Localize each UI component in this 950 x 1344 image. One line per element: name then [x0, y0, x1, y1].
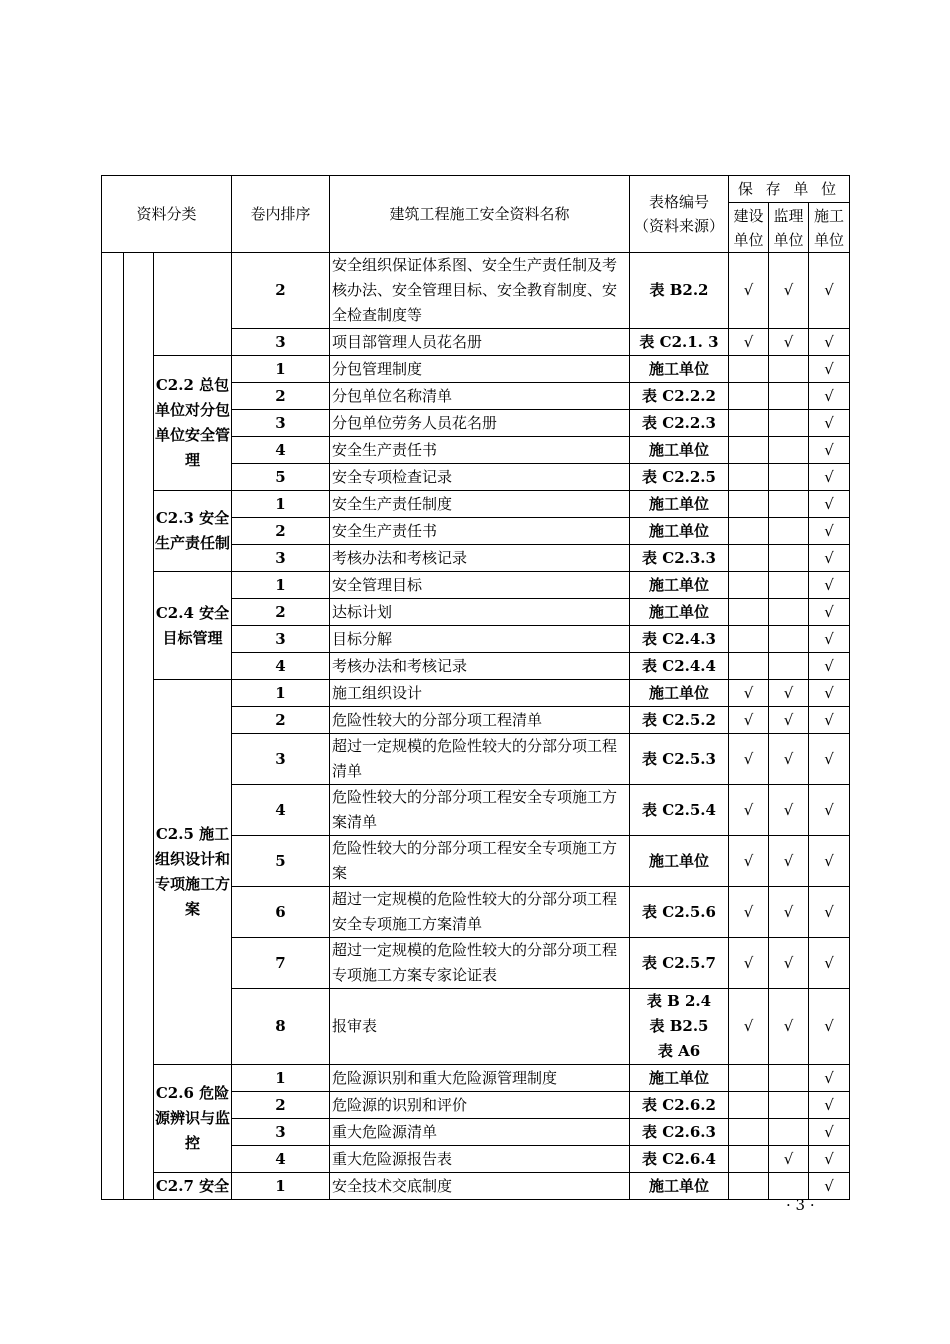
keep-supervisor-cell [769, 545, 809, 572]
keep-supervisor-cell [769, 518, 809, 545]
keep-contractor-cell [809, 437, 850, 464]
order-cell: 3 [232, 410, 330, 437]
document-name-cell: 危险性较大的分部分项工程安全专项施工方案清单 [330, 785, 630, 836]
check-mark: √ [783, 281, 794, 299]
keep-contractor-cell [809, 836, 850, 887]
category-cell: C2.4 安全目标管理 [154, 572, 232, 680]
order-cell: 1 [232, 1173, 330, 1200]
check-mark: √ [743, 281, 754, 299]
check-mark: √ [824, 902, 834, 921]
keep-owner-cell [729, 626, 769, 653]
keep-owner-cell [729, 572, 769, 599]
keep-contractor-cell [809, 887, 850, 938]
header-order: 卷内排序 [232, 176, 330, 253]
keep-owner-cell [729, 545, 769, 572]
form-code-cell: 施工单位 [630, 680, 729, 707]
check-mark: √ [783, 683, 794, 702]
form-code-cell: 表 C2.6.2 [630, 1092, 729, 1119]
check-mark: √ [743, 710, 754, 729]
document-name-cell: 分包管理制度 [330, 356, 630, 383]
order-cell: 4 [232, 1146, 330, 1173]
keep-supervisor-cell [769, 707, 809, 734]
check-mark: √ [824, 440, 834, 459]
keep-supervisor-cell [769, 410, 809, 437]
keep-supervisor-cell [769, 572, 809, 599]
document-name-cell: 达标计划 [330, 599, 630, 626]
document-name-cell: 安全技术交底制度 [330, 1173, 630, 1200]
keep-contractor-cell [809, 383, 850, 410]
order-cell: 1 [232, 680, 330, 707]
keep-owner-cell [729, 437, 769, 464]
check-mark: √ [743, 953, 754, 972]
check-mark: √ [783, 710, 794, 729]
keep-contractor-cell [809, 518, 850, 545]
order-cell: 3 [232, 734, 330, 785]
order-cell: 6 [232, 887, 330, 938]
keep-owner-cell [729, 1065, 769, 1092]
keep-owner-cell [729, 329, 769, 356]
header-keep-supervisor: 监理单位 [769, 203, 809, 253]
check-mark: √ [743, 332, 754, 351]
check-mark: √ [783, 749, 794, 768]
check-mark: √ [824, 953, 834, 972]
order-cell: 1 [232, 491, 330, 518]
check-mark: √ [824, 1176, 834, 1195]
form-code-cell: 施工单位 [630, 518, 729, 545]
keep-contractor-cell [809, 707, 850, 734]
document-name-cell: 超过一定规模的危险性较大的分部分项工程清单 [330, 734, 630, 785]
category-cell: C2.5 施工组织设计和专项施工方案 [154, 680, 232, 1065]
keep-supervisor-cell [769, 887, 809, 938]
keep-supervisor-cell [769, 680, 809, 707]
keep-owner-cell [729, 410, 769, 437]
table-row [102, 572, 850, 599]
table-row [102, 680, 850, 707]
keep-supervisor-cell [769, 938, 809, 989]
header-keep-contractor: 施工单位 [809, 203, 850, 253]
check-mark: √ [783, 902, 794, 921]
order-cell: 2 [232, 383, 330, 410]
check-mark: √ [824, 332, 834, 351]
document-name-cell: 危险源识别和重大危险源管理制度 [330, 1065, 630, 1092]
check-mark: √ [743, 1017, 754, 1035]
keep-contractor-cell [809, 653, 850, 680]
keep-owner-cell [729, 356, 769, 383]
keep-supervisor-cell [769, 653, 809, 680]
category-cell: C2.2 总包单位对分包单位安全管理 [154, 356, 232, 491]
form-code-cell: 施工单位 [630, 1065, 729, 1092]
document-name-cell: 安全生产责任书 [330, 518, 630, 545]
order-cell: 4 [232, 653, 330, 680]
keep-contractor-cell [809, 680, 850, 707]
header-category: 资料分类 [102, 176, 232, 253]
keep-owner-cell [729, 518, 769, 545]
check-mark: √ [824, 602, 834, 621]
order-cell: 2 [232, 599, 330, 626]
section-col-b [124, 253, 154, 1200]
order-cell: 5 [232, 464, 330, 491]
keep-contractor-cell [809, 1146, 850, 1173]
keep-contractor-cell [809, 626, 850, 653]
order-cell: 8 [232, 989, 330, 1065]
keep-owner-cell [729, 1092, 769, 1119]
document-name-cell: 安全组织保证体系图、安全生产责任制及考核办法、安全管理目标、安全教育制度、安全检查制度等 [330, 253, 630, 329]
table-row [102, 253, 850, 329]
keep-contractor-cell [809, 410, 850, 437]
order-cell: 2 [232, 1092, 330, 1119]
keep-supervisor-cell [769, 491, 809, 518]
keep-owner-cell [729, 989, 769, 1065]
check-mark: √ [824, 629, 834, 648]
table-row [102, 1065, 850, 1092]
form-code-cell: 表 C2.2.5 [630, 464, 729, 491]
archive-table [101, 175, 850, 1200]
check-mark: √ [824, 1017, 834, 1035]
form-code-cell: 表 C2.2.2 [630, 383, 729, 410]
order-cell: 2 [232, 253, 330, 329]
order-cell: 2 [232, 518, 330, 545]
form-code-cell: 施工单位 [630, 836, 729, 887]
header-form [630, 176, 729, 253]
keep-owner-cell [729, 887, 769, 938]
keep-supervisor-cell [769, 989, 809, 1065]
keep-owner-cell [729, 383, 769, 410]
keep-supervisor-cell [769, 836, 809, 887]
table-header [102, 176, 850, 253]
form-code-cell: 表 C2.6.3 [630, 1119, 729, 1146]
keep-supervisor-cell [769, 1092, 809, 1119]
form-code-cell: 施工单位 [630, 491, 729, 518]
check-mark: √ [783, 953, 794, 972]
category-cell: C2.7 安全 [154, 1173, 232, 1200]
header-form-line1: 表格编号 [648, 193, 709, 211]
header-keep-owner: 建设单位 [729, 203, 769, 253]
header-keep: 保 存 单 位 [729, 176, 850, 203]
form-code-cell: 表 B2.2 [630, 253, 729, 329]
order-cell: 1 [232, 572, 330, 599]
order-cell: 1 [232, 1065, 330, 1092]
table-row [102, 356, 850, 383]
document-name-cell: 重大危险源报告表 [330, 1146, 630, 1173]
keep-owner-cell [729, 707, 769, 734]
form-code-cell: 表 C2.5.7 [630, 938, 729, 989]
keep-owner-cell [729, 680, 769, 707]
document-name-cell: 安全生产责任书 [330, 437, 630, 464]
category-cell [154, 253, 232, 356]
keep-owner-cell [729, 1173, 769, 1200]
check-mark: √ [824, 710, 834, 729]
form-code-cell: 表 C2.5.2 [630, 707, 729, 734]
form-code-cell: 表 C2.5.6 [630, 887, 729, 938]
form-code-cell: 施工单位 [630, 572, 729, 599]
document-name-cell: 报审表 [330, 989, 630, 1065]
document-name-cell: 考核办法和考核记录 [330, 545, 630, 572]
form-code-cell: 表 C2.5.3 [630, 734, 729, 785]
keep-contractor-cell [809, 253, 850, 329]
keep-supervisor-cell [769, 785, 809, 836]
order-cell: 3 [232, 626, 330, 653]
check-mark: √ [824, 683, 834, 702]
document-name-cell: 危险性较大的分部分项工程清单 [330, 707, 630, 734]
keep-supervisor-cell [769, 329, 809, 356]
check-mark: √ [824, 1122, 834, 1141]
keep-owner-cell [729, 599, 769, 626]
check-mark: √ [783, 332, 794, 351]
order-cell: 2 [232, 707, 330, 734]
keep-contractor-cell [809, 464, 850, 491]
keep-contractor-cell [809, 1119, 850, 1146]
keep-owner-cell [729, 1119, 769, 1146]
check-mark: √ [783, 1017, 794, 1035]
keep-contractor-cell [809, 599, 850, 626]
table-body [102, 253, 850, 1200]
check-mark: √ [824, 413, 834, 432]
keep-supervisor-cell [769, 356, 809, 383]
form-code-cell: 施工单位 [630, 437, 729, 464]
document-name-cell: 危险源的识别和评价 [330, 1092, 630, 1119]
check-mark: √ [783, 800, 794, 819]
check-mark: √ [824, 575, 834, 594]
keep-owner-cell [729, 464, 769, 491]
form-code-cell: 施工单位 [630, 1173, 729, 1200]
keep-owner-cell [729, 653, 769, 680]
form-code-cell: 表 C2.4.4 [630, 653, 729, 680]
document-name-cell: 考核办法和考核记录 [330, 653, 630, 680]
keep-owner-cell [729, 785, 769, 836]
order-cell: 3 [232, 329, 330, 356]
check-mark: √ [824, 386, 834, 405]
keep-supervisor-cell [769, 253, 809, 329]
form-code-cell: 表 C2.3.3 [630, 545, 729, 572]
keep-supervisor-cell [769, 1146, 809, 1173]
check-mark: √ [824, 281, 834, 299]
keep-contractor-cell [809, 1092, 850, 1119]
document-name-cell: 分包单位名称清单 [330, 383, 630, 410]
document-name-cell: 项目部管理人员花名册 [330, 329, 630, 356]
document-name-cell: 超过一定规模的危险性较大的分部分项工程安全专项施工方案清单 [330, 887, 630, 938]
keep-supervisor-cell [769, 437, 809, 464]
keep-contractor-cell [809, 545, 850, 572]
section-col-a [102, 253, 124, 1200]
check-mark: √ [824, 656, 834, 675]
check-mark: √ [824, 494, 834, 513]
check-mark: √ [743, 851, 754, 870]
order-cell: 5 [232, 836, 330, 887]
keep-contractor-cell [809, 938, 850, 989]
form-code-cell: 表 C2.1. 3 [630, 329, 729, 356]
keep-contractor-cell [809, 989, 850, 1065]
category-cell: C2.3 安全生产责任制 [154, 491, 232, 572]
check-mark: √ [783, 1149, 794, 1168]
keep-contractor-cell [809, 785, 850, 836]
page-number: · 3 · [786, 1196, 815, 1214]
form-code-cell: 表 C2.5.4 [630, 785, 729, 836]
keep-contractor-cell [809, 491, 850, 518]
check-mark: √ [824, 521, 834, 540]
keep-contractor-cell [809, 1065, 850, 1092]
check-mark: √ [824, 359, 834, 378]
check-mark: √ [743, 683, 754, 702]
order-cell: 1 [232, 356, 330, 383]
document-name-cell: 目标分解 [330, 626, 630, 653]
form-code-cell: 表 C2.2.3 [630, 410, 729, 437]
check-mark: √ [824, 548, 834, 567]
document-name-cell: 危险性较大的分部分项工程安全专项施工方案 [330, 836, 630, 887]
keep-owner-cell [729, 836, 769, 887]
keep-supervisor-cell [769, 1119, 809, 1146]
keep-contractor-cell [809, 572, 850, 599]
order-cell: 7 [232, 938, 330, 989]
form-code-cell: 表 C2.4.3 [630, 626, 729, 653]
keep-contractor-cell [809, 356, 850, 383]
check-mark: √ [824, 1068, 834, 1087]
check-mark: √ [783, 851, 794, 870]
check-mark: √ [743, 749, 754, 768]
document-name-cell: 施工组织设计 [330, 680, 630, 707]
header-name: 建筑工程施工安全资料名称 [330, 176, 630, 253]
order-cell: 4 [232, 785, 330, 836]
table-row [102, 1173, 850, 1200]
keep-owner-cell [729, 734, 769, 785]
document-name-cell: 安全管理目标 [330, 572, 630, 599]
form-code-cell: 表 B 2.4 表 B2.5 表 A6 [630, 989, 729, 1065]
keep-supervisor-cell [769, 1065, 809, 1092]
document-name-cell: 超过一定规模的危险性较大的分部分项工程专项施工方案专家论证表 [330, 938, 630, 989]
keep-owner-cell [729, 1146, 769, 1173]
check-mark: √ [824, 800, 834, 819]
keep-contractor-cell [809, 734, 850, 785]
order-cell: 3 [232, 1119, 330, 1146]
keep-supervisor-cell [769, 599, 809, 626]
table-row [102, 491, 850, 518]
document-name-cell: 安全专项检查记录 [330, 464, 630, 491]
document-name-cell: 重大危险源清单 [330, 1119, 630, 1146]
form-code-cell: 施工单位 [630, 356, 729, 383]
keep-owner-cell [729, 491, 769, 518]
check-mark: √ [824, 467, 834, 486]
keep-supervisor-cell [769, 383, 809, 410]
form-code-cell: 施工单位 [630, 599, 729, 626]
check-mark: √ [743, 902, 754, 921]
keep-supervisor-cell [769, 626, 809, 653]
keep-supervisor-cell [769, 734, 809, 785]
header-form-line2: （资料来源） [633, 217, 724, 235]
check-mark: √ [824, 851, 834, 870]
keep-contractor-cell [809, 329, 850, 356]
document-name-cell: 分包单位劳务人员花名册 [330, 410, 630, 437]
keep-owner-cell [729, 253, 769, 329]
form-code-cell: 表 C2.6.4 [630, 1146, 729, 1173]
keep-owner-cell [729, 938, 769, 989]
check-mark: √ [743, 800, 754, 819]
keep-supervisor-cell [769, 464, 809, 491]
check-mark: √ [824, 749, 834, 768]
document-name-cell: 安全生产责任制度 [330, 491, 630, 518]
check-mark: √ [824, 1095, 834, 1114]
category-cell: C2.6 危险源辨识与监控 [154, 1065, 232, 1173]
keep-contractor-cell [809, 1173, 850, 1200]
order-cell: 3 [232, 545, 330, 572]
check-mark: √ [824, 1149, 834, 1168]
order-cell: 4 [232, 437, 330, 464]
